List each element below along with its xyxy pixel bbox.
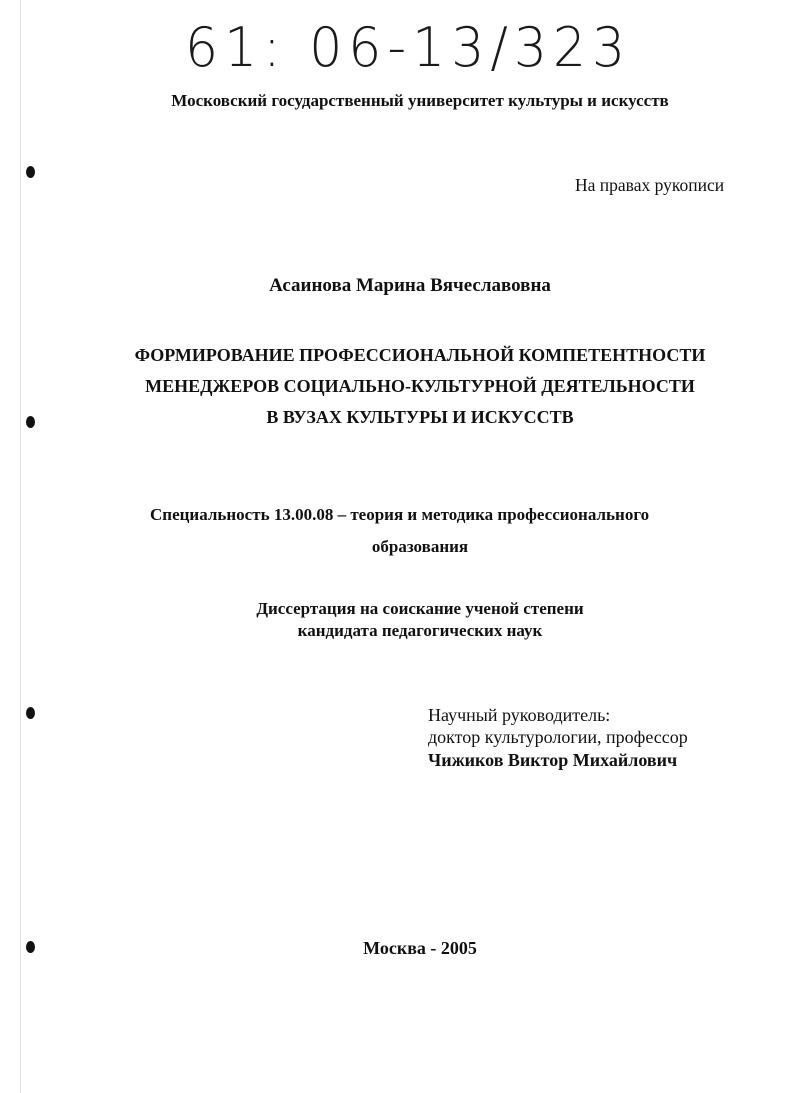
degree-line-1: Диссертация на соискание ученой степени <box>256 599 584 618</box>
supervisor-position: доктор культурологии, профессор <box>428 727 688 747</box>
scan-hole-mark <box>26 166 35 178</box>
title-line-1: ФОРМИРОВАНИЕ ПРОФЕССИОНАЛЬНОЙ КОМПЕТЕНТНОСТИ <box>134 345 706 365</box>
specialty-line-1: Специальность 13.00.08 – теория и методика профессионального <box>150 505 650 524</box>
supervisor-label: Научный руководитель: <box>428 705 611 725</box>
scan-hole-mark <box>26 707 35 719</box>
degree-line-2: кандидата педагогических наук <box>297 621 543 640</box>
supervisor-name: Чижиков Виктор Михайлович <box>428 750 678 770</box>
manuscript-note: На правах рукописи <box>575 175 725 195</box>
city-year: Москва - 2005 <box>363 938 477 958</box>
title-line-2: МЕНЕДЖЕРОВ СОЦИАЛЬНО-КУЛЬТУРНОЙ ДЕЯТЕЛЬНОСТИ <box>145 376 695 396</box>
title-line-3: В ВУЗАХ КУЛЬТУРЫ И ИСКУССТВ <box>266 407 574 427</box>
handwritten-code: 61: 06-13/323 <box>185 16 632 80</box>
specialty-line-2: образования <box>371 537 469 556</box>
university-name: Московский государственный университет культуры и искусств <box>171 91 669 110</box>
author-name: Асаинова Марина Вячеславовна <box>269 275 551 296</box>
